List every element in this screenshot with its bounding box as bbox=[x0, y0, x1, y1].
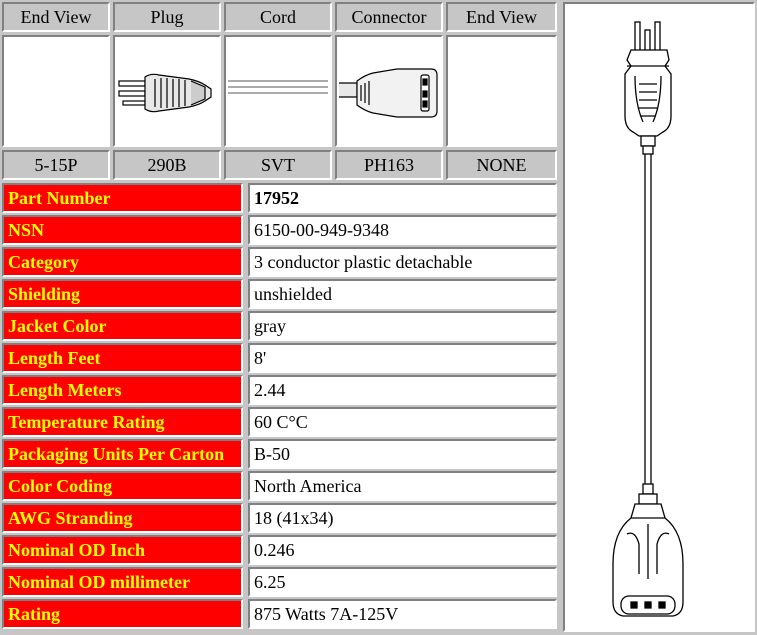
header-end-view-left: End View bbox=[2, 2, 110, 32]
spec-row-awg-stranding bbox=[2, 503, 557, 533]
spec-label: Rating bbox=[2, 599, 243, 629]
code-cord: SVT bbox=[224, 150, 332, 180]
spec-label: Jacket Color bbox=[2, 311, 243, 341]
end-view-right-image bbox=[446, 35, 557, 147]
spec-label: Nominal OD millimeter bbox=[2, 567, 243, 597]
spec-row-length-meters bbox=[2, 375, 557, 405]
spec-value: 18 (41x34) bbox=[248, 503, 557, 533]
spec-value: 60 C°C bbox=[248, 407, 557, 437]
header-cord: Cord bbox=[224, 2, 332, 32]
spec-row-nominal-od-mm bbox=[2, 567, 557, 597]
cord-icon bbox=[226, 37, 330, 145]
spec-label: Shielding bbox=[2, 279, 243, 309]
spec-value: 3 conductor plastic detachable bbox=[248, 247, 557, 277]
spec-row-jacket-color bbox=[2, 311, 557, 341]
code-end-view-left: 5-15P bbox=[2, 150, 110, 180]
spec-label: Packaging Units Per Carton bbox=[2, 439, 243, 469]
spec-row-nsn bbox=[2, 215, 557, 245]
spec-row-length-feet bbox=[2, 343, 557, 373]
spec-label: Temperature Rating bbox=[2, 407, 243, 437]
spec-value: 17952 bbox=[248, 183, 557, 213]
spec-label: Length Feet bbox=[2, 343, 243, 373]
spec-value: 875 Watts 7A-125V bbox=[248, 599, 557, 629]
spec-row-packaging-units bbox=[2, 439, 557, 469]
header-plug: Plug bbox=[113, 2, 221, 32]
spec-label: Color Coding bbox=[2, 471, 243, 501]
spec-label: NSN bbox=[2, 215, 243, 245]
spec-value: 8' bbox=[248, 343, 557, 373]
spec-row-category bbox=[2, 247, 557, 277]
header-connector: Connector bbox=[335, 2, 443, 32]
spec-row-part-number bbox=[2, 183, 557, 213]
spec-row-rating bbox=[2, 599, 557, 629]
power-cord-illustration-icon bbox=[565, 4, 753, 630]
spec-row-color-coding bbox=[2, 471, 557, 501]
spec-value: 6150-00-949-9348 bbox=[248, 215, 557, 245]
cord-illustration-panel bbox=[563, 2, 755, 632]
spec-row-shielding bbox=[2, 279, 557, 309]
spec-value: 6.25 bbox=[248, 567, 557, 597]
connector-side-icon bbox=[337, 37, 441, 145]
spec-label: AWG Stranding bbox=[2, 503, 243, 533]
component-table bbox=[2, 2, 557, 180]
connector-image bbox=[335, 35, 443, 147]
specification-table bbox=[2, 183, 557, 632]
spec-label: Nominal OD Inch bbox=[2, 535, 243, 565]
cord-image bbox=[224, 35, 332, 147]
end-view-left-image bbox=[2, 35, 110, 147]
spec-row-nominal-od-inch bbox=[2, 535, 557, 565]
spec-row-temperature-rating bbox=[2, 407, 557, 437]
header-end-view-right: End View bbox=[446, 2, 557, 32]
spec-label: Part Number bbox=[2, 183, 243, 213]
spec-value: 0.246 bbox=[248, 535, 557, 565]
plug-side-icon bbox=[115, 37, 219, 145]
code-plug: 290B bbox=[113, 150, 221, 180]
spec-label: Length Meters bbox=[2, 375, 243, 405]
spec-value: 2.44 bbox=[248, 375, 557, 405]
spec-label: Category bbox=[2, 247, 243, 277]
code-connector: PH163 bbox=[335, 150, 443, 180]
spec-value: B-50 bbox=[248, 439, 557, 469]
spec-value: North America bbox=[248, 471, 557, 501]
spec-value: unshielded bbox=[248, 279, 557, 309]
code-end-view-right: NONE bbox=[446, 150, 557, 180]
spec-value: gray bbox=[248, 311, 557, 341]
plug-image bbox=[113, 35, 221, 147]
